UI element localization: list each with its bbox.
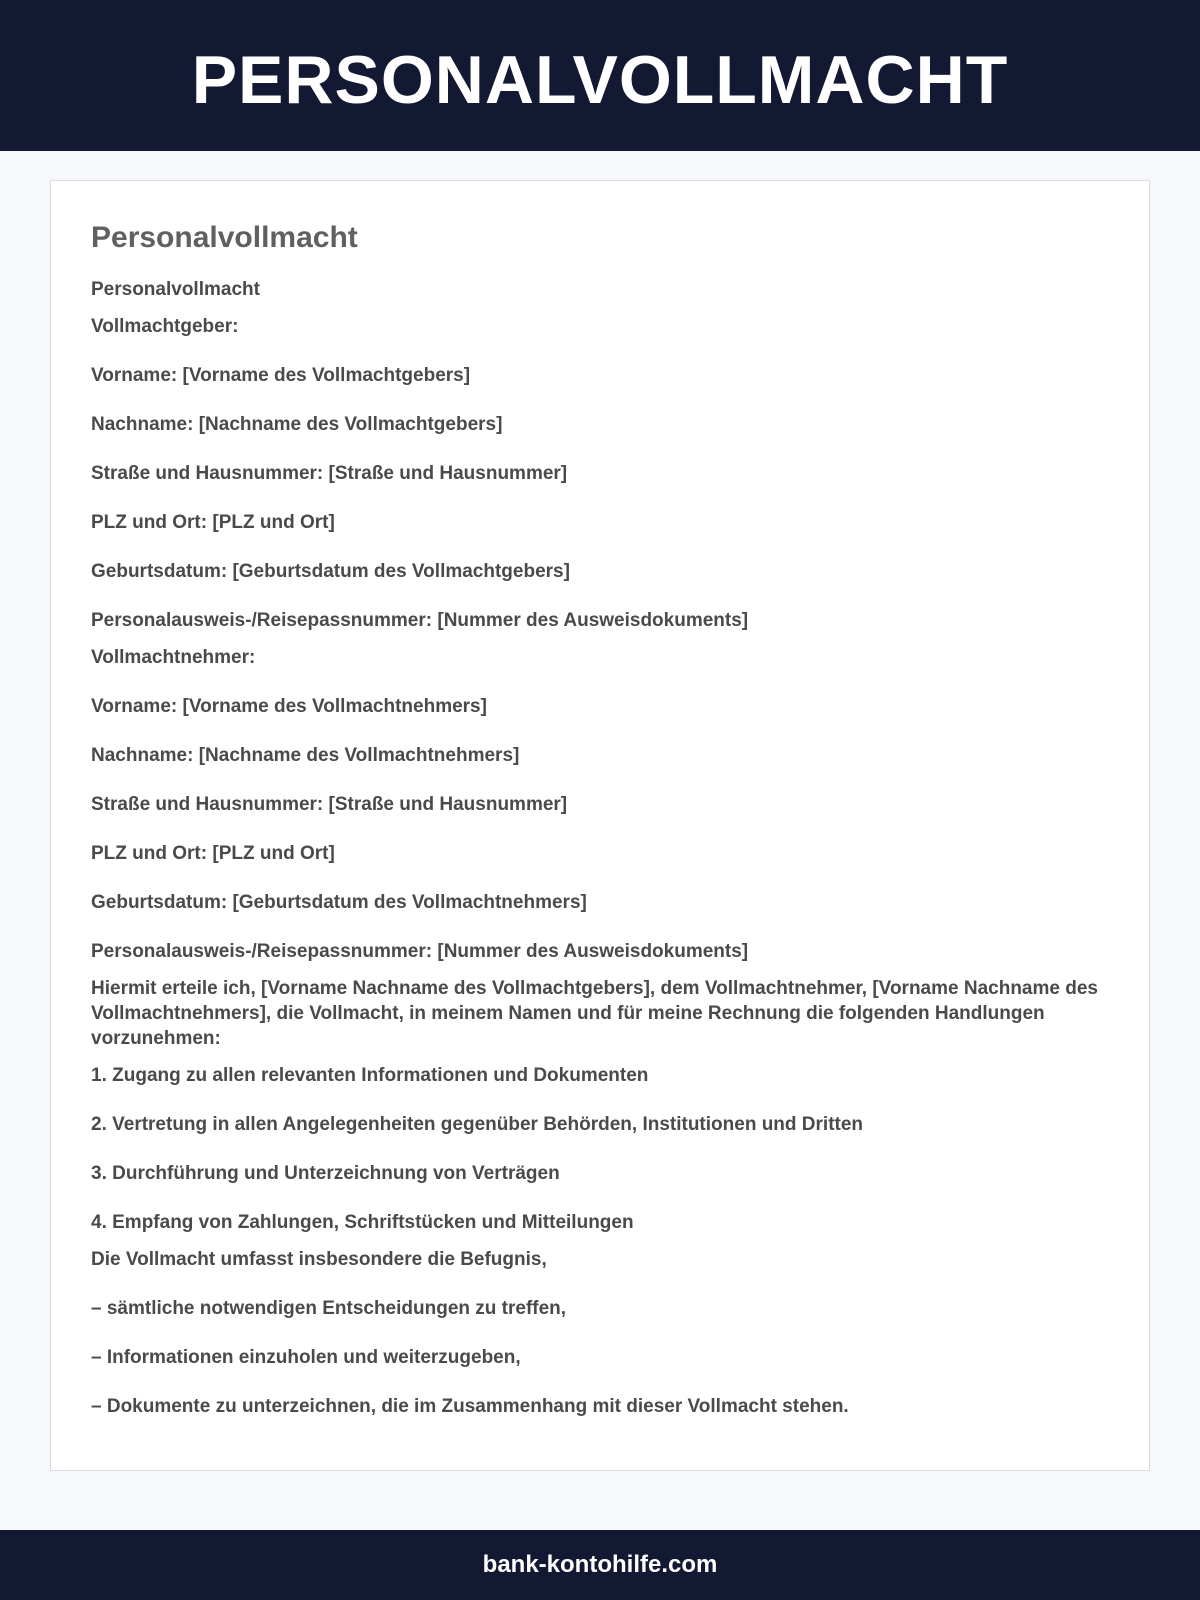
- action-item-1: 1. Zugang zu allen relevanten Informationen und Dokumenten: [91, 1065, 649, 1086]
- footer-bar: [0, 1530, 1200, 1600]
- scope-intro: Die Vollmacht umfasst insbesondere die Befugnis,: [91, 1249, 547, 1270]
- grantee-last-name: Nachname: [Nachname des Vollmachtnehmers]: [91, 745, 520, 766]
- scope-item-1: – sämtliche notwendigen Entscheidungen zu treffen,: [91, 1298, 567, 1319]
- grantor-birthdate: Geburtsdatum: [Geburtsdatum des Vollmachtgebers]: [91, 561, 570, 582]
- grantor-label: Vollmachtgeber:: [91, 316, 239, 337]
- page-title: PERSONALVOLLMACHT: [191, 41, 1009, 118]
- scope-item-3: – Dokumente zu unterzeichnen, die im Zusammenhang mit dieser Vollmacht stehen.: [91, 1396, 849, 1417]
- grant-statement: Hiermit erteile ich, [Vorname Nachname des Vollmachtgebers], dem Vollmachtnehmer, [Vorname Nachname des Vollmachtnehmers], die Vollmacht, in meinem Namen und für meine Rechnung die folgenden Handlungen vorzunehmen:: [91, 978, 1098, 1049]
- grantor-id-number: Personalausweis-/Reisepassnummer: [Nummer des Ausweisdokuments]: [91, 610, 749, 631]
- document-card: [50, 180, 1150, 1471]
- grantee-id-number: Personalausweis-/Reisepassnummer: [Nummer des Ausweisdokuments]: [91, 941, 749, 962]
- grantee-street: Straße und Hausnummer: [Straße und Hausnummer]: [91, 794, 568, 815]
- grantee-birthdate: Geburtsdatum: [Geburtsdatum des Vollmachtnehmers]: [91, 892, 587, 913]
- document-subtitle: Personalvollmacht: [91, 279, 260, 300]
- action-item-4: 4. Empfang von Zahlungen, Schriftstücken und Mitteilungen: [91, 1212, 634, 1233]
- action-item-3: 3. Durchführung und Unterzeichnung von Verträgen: [91, 1163, 560, 1184]
- grantee-city: PLZ und Ort: [PLZ und Ort]: [91, 843, 335, 864]
- document-heading: Personalvollmacht: [91, 221, 358, 254]
- grantee-first-name: Vorname: [Vorname des Vollmachtnehmers]: [91, 696, 487, 717]
- header-banner: [0, 0, 1200, 151]
- footer-site-link[interactable]: bank-kontohilfe.com: [482, 1551, 718, 1578]
- grantor-last-name: Nachname: [Nachname des Vollmachtgebers]: [91, 414, 503, 435]
- action-item-2: 2. Vertretung in allen Angelegenheiten gegenüber Behörden, Institutionen und Dritten: [91, 1114, 864, 1135]
- grantee-label: Vollmachtnehmer:: [91, 647, 256, 668]
- grantor-city: PLZ und Ort: [PLZ und Ort]: [91, 512, 335, 533]
- grantor-first-name: Vorname: [Vorname des Vollmachtgebers]: [91, 365, 471, 386]
- scope-item-2: – Informationen einzuholen und weiterzugeben,: [91, 1347, 521, 1368]
- grantor-street: Straße und Hausnummer: [Straße und Hausnummer]: [91, 463, 568, 484]
